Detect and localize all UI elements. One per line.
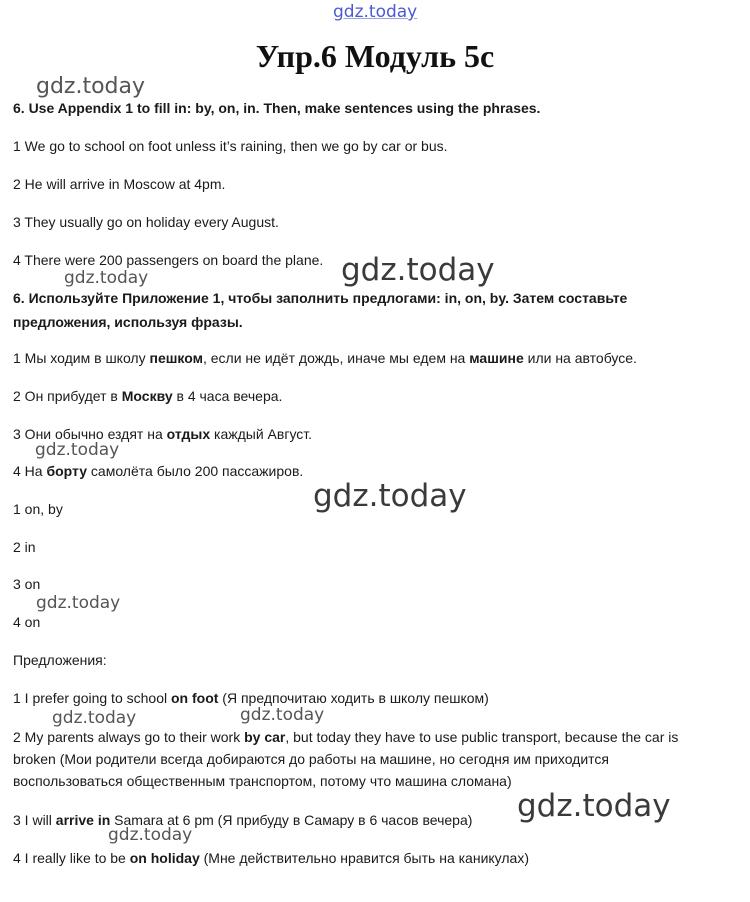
russian-item-3: 3 Они обычно ездят на отдых каждый Август. bbox=[13, 426, 313, 442]
sentence-2: 2 My parents always go to their work by car, but today they have to use public transport, because the car is broken (Мои родители всегда добираются до работы на машине, но сегодня им приходится воспользоваться общественным транспортом, потому что машина сломана) bbox=[13, 729, 679, 789]
english-heading: 6. Use Appendix 1 to fill in: by, on, in. Then, make sentences using the phrases. bbox=[13, 100, 541, 116]
watermark: gdz.today bbox=[341, 252, 495, 288]
english-item-1: 1 We go to school on foot unless it’s raining, then we go by car or bus. bbox=[13, 138, 448, 154]
watermark: gdz.today bbox=[36, 74, 146, 99]
russian-item-1: 1 Мы ходим в школу пешком, если не идёт дождь, иначе мы едем на машине или на автобусе. bbox=[13, 350, 637, 366]
answer-1: 1 on, by bbox=[13, 501, 63, 517]
sentence-3: 3 I will arrive in Samara at 6 pm (Я прибуду в Самару в 6 часов вечера) bbox=[13, 812, 473, 828]
russian-heading-line-1: 6. Используйте Приложение 1, чтобы заполнить предлогами: in, on, by. Затем составьте bbox=[13, 290, 628, 306]
russian-item-2: 2 Он прибудет в Москву в 4 часа вечера. bbox=[13, 388, 283, 404]
watermark: gdz.today bbox=[108, 825, 193, 845]
watermark: gdz.today bbox=[35, 440, 120, 460]
watermark-top[interactable]: gdz.today bbox=[333, 2, 418, 22]
answer-4: 4 on bbox=[13, 614, 41, 630]
watermark: gdz.today bbox=[64, 268, 149, 288]
page-title: Упр.6 Модуль 5с bbox=[255, 38, 495, 74]
russian-heading-line-2: предложения, используя фразы. bbox=[13, 314, 243, 330]
watermark: gdz.today bbox=[517, 788, 671, 824]
english-item-3: 3 They usually go on holiday every August. bbox=[13, 214, 279, 230]
english-item-2: 2 He will arrive in Moscow at 4pm. bbox=[13, 176, 226, 192]
watermark: gdz.today bbox=[313, 478, 467, 514]
watermark: gdz.today bbox=[240, 705, 325, 725]
watermark: gdz.today bbox=[52, 708, 137, 728]
answer-3: 3 on bbox=[13, 576, 41, 592]
answer-2: 2 in bbox=[13, 539, 36, 555]
sentence-1: 1 I prefer going to school on foot (Я предпочитаю ходить в школу пешком) bbox=[13, 690, 489, 706]
english-item-4: 4 There were 200 passengers on board the plane. bbox=[13, 252, 324, 268]
sentence-4: 4 I really like to be on holiday (Мне действительно нравится быть на каникулах) bbox=[13, 850, 529, 866]
sentences-label: Предложения: bbox=[13, 652, 107, 668]
watermark: gdz.today bbox=[36, 593, 121, 613]
russian-item-4: 4 На борту самолёта было 200 пассажиров. bbox=[13, 463, 304, 479]
